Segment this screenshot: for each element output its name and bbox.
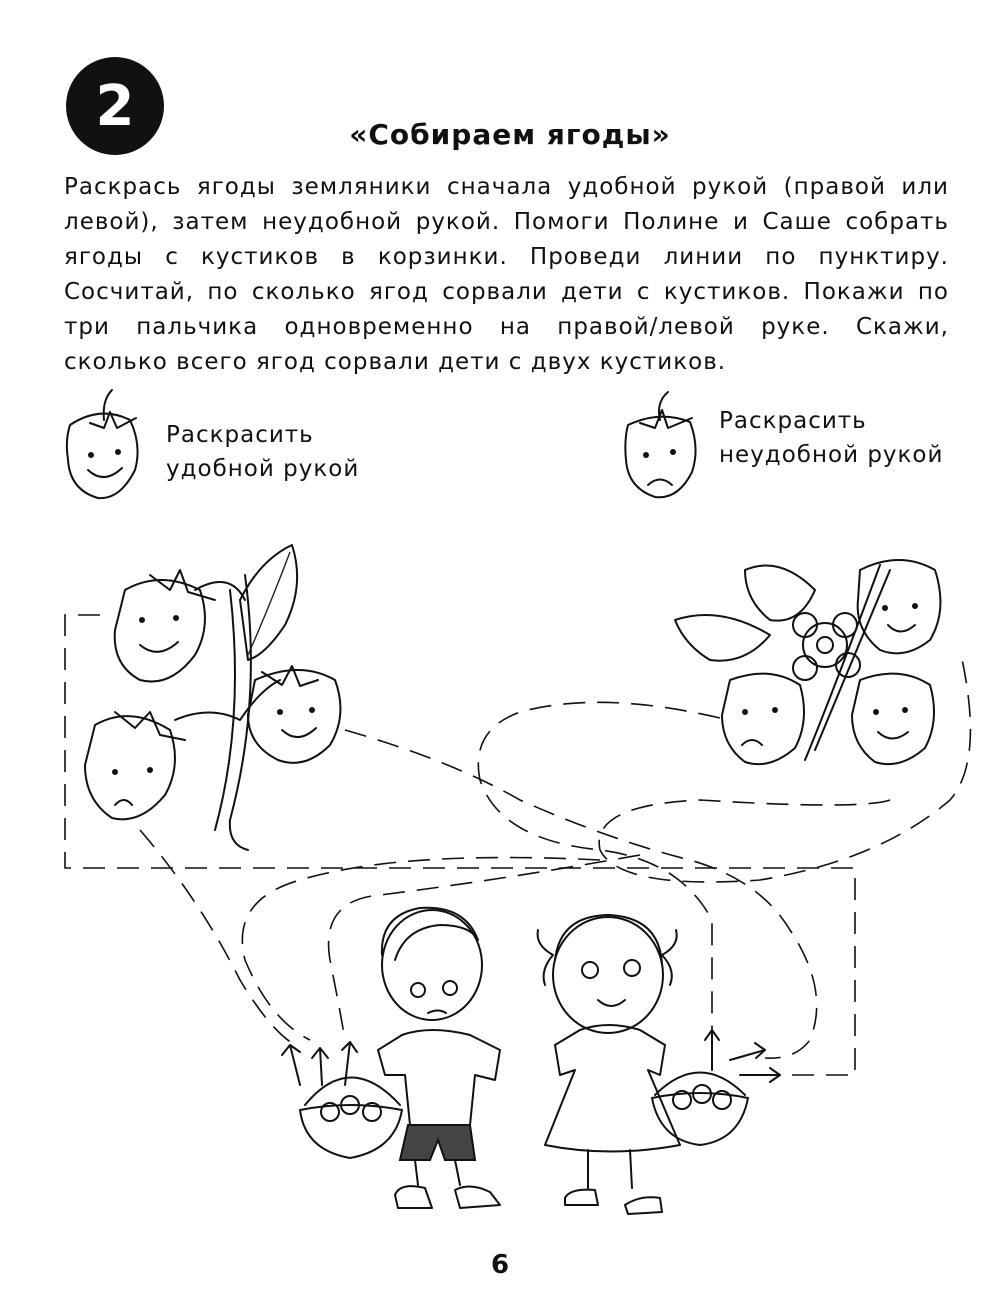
path-arrows <box>282 1030 780 1085</box>
task-instructions: Раскрась ягоды земляники сначала удобной рукой (правой или левой), затем неудобной рукой. Помоги Полине и Саше собрать ягоды с кустиков в корзинки. Проведи линии по пунктиру. Сосчитай, по сколько ягод сорвали дети с кустиков. Покажи по три пальчика одновременно на правой/левой руке. Скажи, сколько всего ягод сорвали дети с двух кустиков. <box>64 174 949 375</box>
task-number: 2 <box>95 73 135 139</box>
legend-right-line1: Раскрасить <box>719 408 867 434</box>
sad-strawberry-icon <box>625 392 695 497</box>
left-strawberry-bush <box>85 545 340 850</box>
page-title: «Собираем ягоды» <box>349 118 671 151</box>
page-number: 6 <box>490 1250 510 1280</box>
legend-left-line1: Раскрасить <box>166 422 314 448</box>
boy-basket <box>300 1078 402 1159</box>
girl-figure <box>538 915 680 1214</box>
happy-strawberry-icon <box>67 390 138 498</box>
girl-basket <box>652 1073 748 1146</box>
legend-left-line2: удобной рукой <box>166 456 360 482</box>
boy-figure <box>378 908 500 1208</box>
legend-right-line2: неудобной рукой <box>719 442 944 468</box>
right-strawberry-bush <box>675 560 940 764</box>
